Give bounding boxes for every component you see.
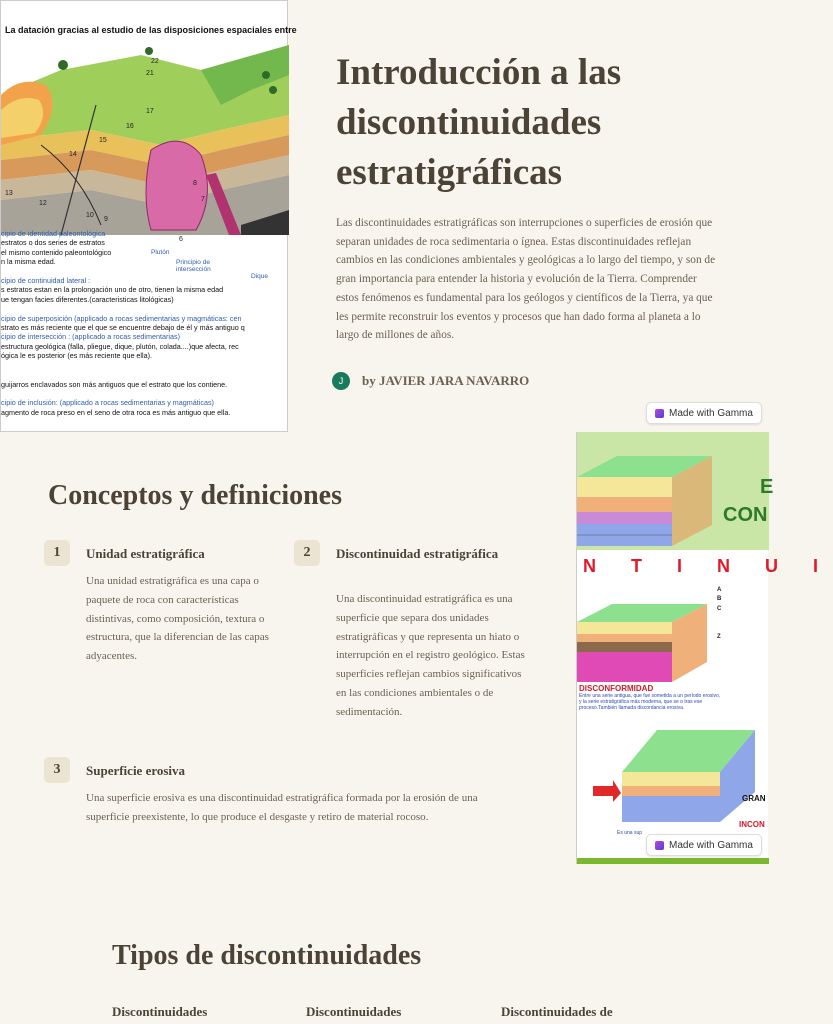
gamma-logo-icon [655, 409, 664, 418]
diagram-note-line: el mismo contenido paleontológico [1, 247, 112, 257]
diagram-note-line: ógica le es posterior (es más reciente que ella). [1, 351, 153, 361]
concept-number-1: 1 [44, 540, 70, 566]
diagram-title: La datación gracias al estudio de las disposiciones espaciales entre [5, 25, 297, 35]
stratigraphy-diagram-image [0, 0, 297, 432]
svg-text:6: 6 [179, 236, 183, 243]
concept-text-3: Una superficie erosiva es una discontinuidad estratigráfica formada por la erosión de una superficie preexistente, lo que produce el desgaste y retiro de material rocoso. [86, 792, 478, 823]
diagram-note-line: estratos o dos series de estratos [1, 238, 105, 248]
incon-label: INCON [739, 820, 765, 829]
svg-text:10: 10 [86, 212, 94, 219]
concept-number-2: 2 [294, 540, 320, 566]
concept-text-1: Una unidad estratigráfica es una capa o paquete de roca con características distintivas, como composición, textura o estructura, que la diferencian de las capas adyacentes. [86, 575, 269, 663]
diagram-note-line: guijarros enclavados son más antiguos que el estrato que los contiene. [1, 379, 228, 389]
discontinuity-types-image [576, 432, 833, 864]
concept-number-3: 3 [44, 757, 70, 783]
svg-text:14: 14 [69, 151, 77, 158]
svg-text:12: 12 [39, 200, 47, 207]
concept-title-1: Unidad estratigráfica [86, 546, 205, 561]
type-title-2: Discontinuidades [306, 1004, 402, 1019]
strata-blocks-illustration [577, 432, 769, 864]
abc-label-a: A [717, 587, 722, 593]
diagram-note-line [1, 304, 289, 313]
svg-text:7: 7 [201, 196, 205, 203]
incon-description: Es una sup [617, 830, 643, 836]
abc-label-b: B [717, 596, 722, 602]
svg-text:21: 21 [146, 70, 154, 77]
diagram-note-line: cipio de continuidad lateral : [1, 276, 91, 286]
diagram-note-line: n la misma edad. [1, 257, 56, 267]
intersection-label: Principio de intersección [176, 259, 211, 273]
svg-text:17: 17 [146, 108, 154, 115]
avatar[interactable]: J [332, 372, 350, 390]
type-title-3: Discontinuidades de [501, 1004, 613, 1019]
concepts-heading: Conceptos y definiciones [48, 480, 342, 511]
diagram-note-line: cipio de identidad paleontológica [1, 229, 106, 238]
diagram-note-line [1, 389, 289, 398]
author-byline [332, 372, 529, 390]
dike-label: Dique [251, 273, 268, 280]
abc-label-c: C [717, 606, 722, 612]
disconformidad-label: DISCONFORMIDAD [579, 684, 654, 693]
diagram-note-line [1, 361, 289, 370]
intro-paragraph: Las discontinuidades estratigráficas son interrupciones o superficies de erosión que separan unidades de roca sedimentaria o ígnea. Estas discontinuidades reflejan cambios en las condiciones ambientales y geológicas a lo largo del tiempo, y son de gran importancia para entender la historia y evolución de la Tierra. Comprender estos fenómenos es fundamental para los geólogos y científicos de la Tierra, ya que les permite reconstruir los eventos y procesos que han dado forma al planeta a lo largo de millones de años. [336, 217, 716, 342]
type-title-1: Discontinuidades [112, 1004, 208, 1019]
diagram-note-line: cipio de intersección : (applicado a rocas sedimentarias) [1, 332, 180, 342]
svg-text:8: 8 [193, 180, 197, 187]
diagram-note-line: cipio de superposición (applicado a rocas sedimentarias y magmáticas: cen [1, 313, 242, 323]
types-heading: Tipos de discontinuidades [112, 940, 422, 971]
strip-title: N T I N U I [583, 556, 833, 576]
made-with-gamma-button[interactable] [646, 402, 762, 424]
diagram-notes [1, 229, 289, 417]
gamma-logo-icon [655, 841, 664, 850]
gamma-badge-label: Made with Gamma [669, 839, 753, 851]
gamma-badge-label: Made with Gamma [669, 407, 753, 419]
svg-text:13: 13 [5, 190, 13, 197]
diagram-note-line [1, 267, 289, 276]
title-slide [0, 0, 768, 432]
diagram-note-line: s estratos estan en la prolongación uno de otro, tienen la misma edad [1, 285, 224, 295]
disconformidad-description: Entre una serie antigua, que fue sometida a un período erosivo, y la serie estratigráfica más moderna, que se o tras ese proceso.También llamada discordancia erosiva. [579, 693, 721, 711]
image-header-1: E [760, 476, 774, 498]
pluton-label: Plutón [151, 249, 170, 256]
diagram-note-line: agmento de roca preso en el seno de otra roca es más antiguo que ella. [1, 407, 231, 417]
z-label: Z [717, 634, 721, 640]
svg-text:15: 15 [99, 137, 107, 144]
image-header-2: CON [723, 504, 768, 526]
concept-title-3: Superficie erosiva [86, 763, 186, 778]
svg-text:22: 22 [151, 58, 159, 65]
concept-text-2: Una discontinuidad estratigráfica es una superficie que separa dos unidades estratigráficas y que representa un hiato o interrupción en el registro geológico. Estas superficies reflejan cambios significativos en las condiciones ambientales o de sedimentación. [336, 593, 525, 718]
diagram-note-line: ue tengan facies diferentes.(caracteristicas litológicas) [1, 294, 174, 304]
made-with-gamma-button-2[interactable] [646, 834, 762, 856]
gran-label: GRAN [742, 794, 766, 803]
svg-text:9: 9 [104, 216, 108, 223]
author-name: by JAVIER JARA NAVARRO [362, 373, 530, 388]
diagram-note-line [1, 370, 289, 379]
svg-text:16: 16 [126, 123, 134, 130]
concept-title-2: Discontinuidad estratigráfica [336, 546, 499, 561]
diagram-note-line: estructura geológica (falla, pliegue, dique, plutón, colada....)que afecta, rec [1, 341, 239, 351]
diagram-note-line: strato es más reciente que el que se encuentre debajo de él y más antiguo q [1, 323, 245, 333]
page-title: Introducción a las discontinuidades estratigráficas [336, 52, 622, 193]
diagram-note-line: cipio de inclusión: (applicado a rocas sedimentarias y magmáticas) [1, 398, 214, 408]
